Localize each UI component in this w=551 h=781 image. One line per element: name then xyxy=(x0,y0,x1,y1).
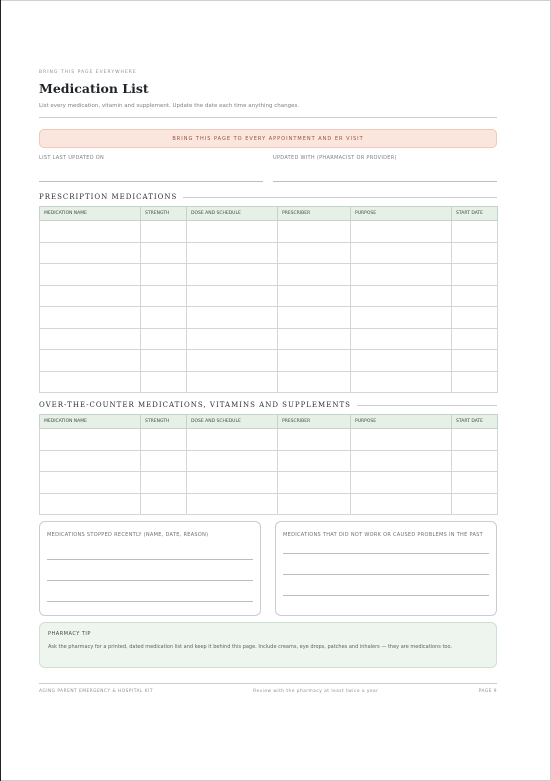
table-row xyxy=(40,307,498,329)
table-cell[interactable] xyxy=(141,242,187,264)
table-row xyxy=(40,328,498,350)
table-cell[interactable] xyxy=(278,429,351,451)
table-cell[interactable] xyxy=(278,472,351,494)
table-cell[interactable] xyxy=(278,221,351,243)
table-cell[interactable] xyxy=(452,264,498,286)
table-cell[interactable] xyxy=(187,450,278,472)
table-cell[interactable] xyxy=(452,328,498,350)
table-cell[interactable] xyxy=(278,328,351,350)
page-subtitle: List every medication, vitamin and supplement. Update the date each time anything changes. xyxy=(39,103,300,109)
table-cell[interactable] xyxy=(141,264,187,286)
table-cell[interactable] xyxy=(351,472,452,494)
table-row xyxy=(40,429,498,451)
stopped-medications-box xyxy=(39,521,261,616)
header-divider xyxy=(39,117,497,118)
table-row xyxy=(40,264,498,286)
table-row xyxy=(40,450,498,472)
table-cell[interactable] xyxy=(351,307,452,329)
otc-heading-rule xyxy=(357,405,497,406)
otc-rows xyxy=(40,429,498,515)
problem-medications-box xyxy=(275,521,497,616)
otc-section-header xyxy=(39,401,497,409)
column-header: START DATE xyxy=(452,415,498,429)
table-cell[interactable] xyxy=(141,371,187,393)
pharmacy-tip-label: PHARMACY TIP xyxy=(48,631,91,637)
prescription-header-row xyxy=(40,207,498,221)
table-row xyxy=(40,472,498,494)
writing-line[interactable] xyxy=(47,539,253,560)
table-cell[interactable] xyxy=(452,493,498,515)
column-header: START DATE xyxy=(452,207,498,221)
column-header: STRENGTH xyxy=(141,207,187,221)
table-row xyxy=(40,371,498,393)
table-row xyxy=(40,350,498,372)
footer-page-number: PAGE 9 xyxy=(478,689,497,694)
table-cell[interactable] xyxy=(40,450,141,472)
prescription-table xyxy=(39,206,498,393)
table-cell[interactable] xyxy=(40,350,141,372)
table-cell[interactable] xyxy=(278,242,351,264)
writing-line[interactable] xyxy=(283,539,489,554)
table-cell[interactable] xyxy=(452,221,498,243)
table-cell[interactable] xyxy=(141,493,187,515)
table-cell[interactable] xyxy=(187,493,278,515)
table-cell[interactable] xyxy=(452,371,498,393)
table-cell[interactable] xyxy=(141,350,187,372)
table-cell[interactable] xyxy=(187,285,278,307)
column-header: PURPOSE xyxy=(351,415,452,429)
footer-review-note: Review with the pharmacy at least twice a year xyxy=(253,689,379,694)
table-cell[interactable] xyxy=(278,264,351,286)
table-cell[interactable] xyxy=(40,307,141,329)
column-header: STRENGTH xyxy=(141,415,187,429)
updated-with-label: UPDATED WITH (PHARMACIST OR PROVIDER) xyxy=(273,155,397,161)
table-cell[interactable] xyxy=(187,221,278,243)
table-cell[interactable] xyxy=(40,429,141,451)
table-cell[interactable] xyxy=(278,371,351,393)
otc-header-row xyxy=(40,415,498,429)
prescription-heading: PRESCRIPTION MEDICATIONS xyxy=(39,193,178,201)
table-cell[interactable] xyxy=(351,429,452,451)
table-cell[interactable] xyxy=(40,264,141,286)
table-cell[interactable] xyxy=(40,221,141,243)
table-cell[interactable] xyxy=(278,450,351,472)
table-cell[interactable] xyxy=(452,285,498,307)
table-cell[interactable] xyxy=(187,242,278,264)
update-info xyxy=(39,155,497,182)
column-header: PRESCRIBER xyxy=(278,207,351,221)
eyebrow: BRING THIS PAGE EVERYWHERE xyxy=(39,70,137,75)
table-cell[interactable] xyxy=(40,371,141,393)
table-cell[interactable] xyxy=(141,450,187,472)
table-cell[interactable] xyxy=(351,264,452,286)
prescription-rows xyxy=(40,221,498,393)
table-cell[interactable] xyxy=(40,472,141,494)
table-cell[interactable] xyxy=(187,307,278,329)
table-row xyxy=(40,493,498,515)
table-cell[interactable] xyxy=(351,493,452,515)
table-row xyxy=(40,242,498,264)
last-updated-field xyxy=(39,155,263,182)
pharmacy-tip-box xyxy=(39,622,497,668)
column-header: MEDICATION NAME xyxy=(40,415,141,429)
updated-with-line[interactable] xyxy=(273,161,497,182)
reminder-banner xyxy=(39,129,497,148)
pharmacy-tip-text: Ask the pharmacy for a printed, dated medication list and keep it behind this page. Include creams, eye drops, patches and inhalers — they are medications too. xyxy=(48,644,453,650)
writing-line[interactable] xyxy=(47,581,253,602)
prescription-heading-rule xyxy=(183,197,497,198)
table-cell[interactable] xyxy=(141,221,187,243)
updated-with-field xyxy=(273,155,497,182)
table-cell[interactable] xyxy=(141,285,187,307)
writing-line[interactable] xyxy=(283,575,489,596)
table-cell[interactable] xyxy=(452,429,498,451)
column-header: MEDICATION NAME xyxy=(40,207,141,221)
column-header: DOSE AND SCHEDULE xyxy=(187,415,278,429)
table-cell[interactable] xyxy=(187,328,278,350)
table-cell[interactable] xyxy=(452,472,498,494)
writing-line[interactable] xyxy=(283,554,489,575)
page-content xyxy=(39,70,497,668)
table-cell[interactable] xyxy=(351,328,452,350)
table-cell[interactable] xyxy=(278,285,351,307)
otc-table xyxy=(39,414,498,515)
last-updated-line[interactable] xyxy=(39,161,263,182)
table-row xyxy=(40,221,498,243)
table-cell[interactable] xyxy=(187,350,278,372)
table-cell[interactable] xyxy=(187,371,278,393)
table-cell[interactable] xyxy=(141,328,187,350)
table-cell[interactable] xyxy=(40,242,141,264)
table-row xyxy=(40,285,498,307)
last-updated-label: LIST LAST UPDATED ON xyxy=(39,155,105,161)
table-cell[interactable] xyxy=(452,307,498,329)
page-footer xyxy=(39,683,497,694)
column-header: DOSE AND SCHEDULE xyxy=(187,207,278,221)
column-header: PRESCRIBER xyxy=(278,415,351,429)
table-cell[interactable] xyxy=(452,350,498,372)
table-cell[interactable] xyxy=(351,221,452,243)
stopped-medications-label: MEDICATIONS STOPPED RECENTLY (NAME, DATE, REASON) xyxy=(47,532,209,538)
table-cell[interactable] xyxy=(141,307,187,329)
table-cell[interactable] xyxy=(40,285,141,307)
table-cell[interactable] xyxy=(40,328,141,350)
column-header: PURPOSE xyxy=(351,207,452,221)
table-cell[interactable] xyxy=(187,472,278,494)
page-title: Medication List xyxy=(39,81,149,96)
otc-heading: OVER-THE-COUNTER MEDICATIONS, VITAMINS AND SUPPLEMENTS xyxy=(39,401,351,409)
table-cell[interactable] xyxy=(351,371,452,393)
prescription-section-header xyxy=(39,193,497,201)
table-cell[interactable] xyxy=(141,429,187,451)
table-cell[interactable] xyxy=(351,450,452,472)
table-cell[interactable] xyxy=(452,242,498,264)
table-cell[interactable] xyxy=(187,264,278,286)
table-cell[interactable] xyxy=(141,472,187,494)
footer-kit-title: AGING PARENT EMERGENCY & HOSPITAL KIT xyxy=(39,689,153,694)
table-cell[interactable] xyxy=(278,493,351,515)
page-edge xyxy=(0,0,1,781)
table-cell[interactable] xyxy=(40,493,141,515)
table-cell[interactable] xyxy=(351,285,452,307)
notes-boxes xyxy=(39,521,497,616)
table-cell[interactable] xyxy=(278,307,351,329)
table-cell[interactable] xyxy=(278,350,351,372)
writing-line[interactable] xyxy=(47,560,253,581)
table-cell[interactable] xyxy=(351,242,452,264)
reminder-banner-text: BRING THIS PAGE TO EVERY APPOINTMENT AND ER VISIT xyxy=(172,135,364,142)
table-cell[interactable] xyxy=(351,350,452,372)
table-cell[interactable] xyxy=(187,429,278,451)
table-cell[interactable] xyxy=(452,450,498,472)
problem-medications-label: MEDICATIONS THAT DID NOT WORK OR CAUSED PROBLEMS IN THE PAST xyxy=(283,532,484,538)
